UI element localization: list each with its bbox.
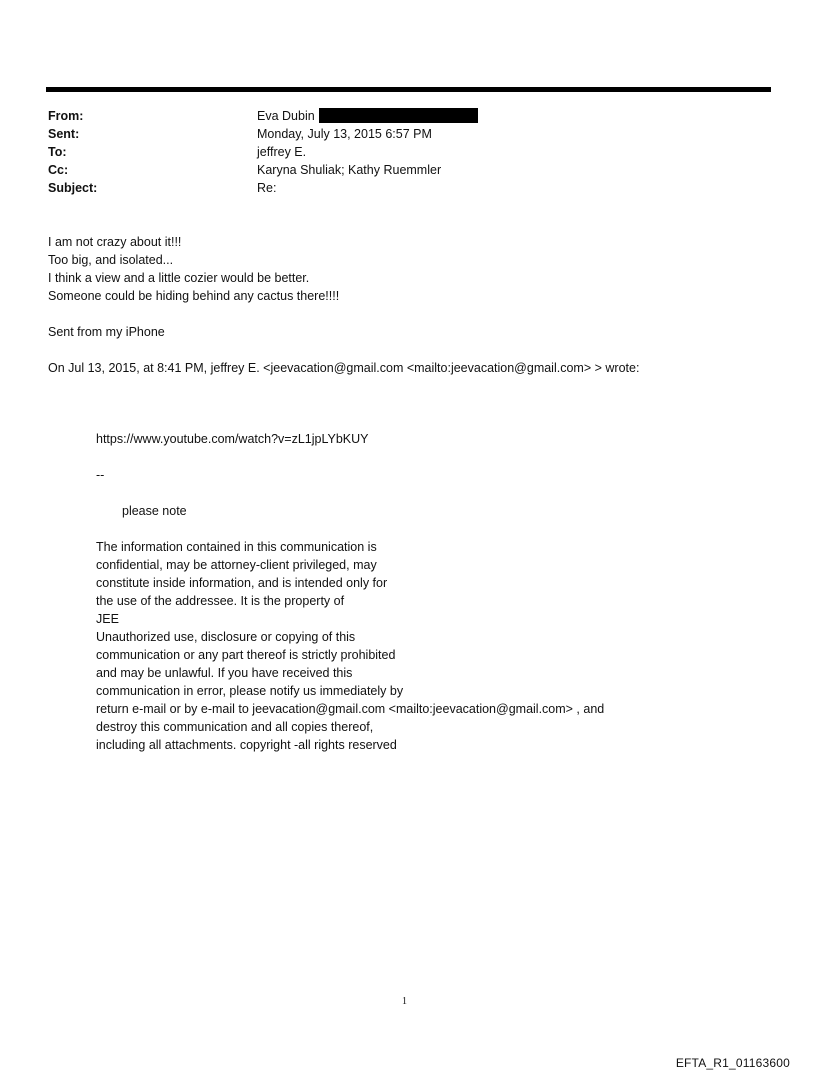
sent-row	[48, 125, 748, 143]
subject-label: Subject:	[48, 181, 98, 195]
to-value: jeffrey E.	[257, 145, 307, 159]
disclaimer-line: confidential, may be attorney-client privileged, may	[96, 558, 377, 572]
cc-value: Karyna Shuliak; Kathy Ruemmler	[257, 163, 442, 177]
message-body	[48, 233, 339, 305]
subject-value: Re:	[257, 181, 277, 195]
sent-value: Monday, July 13, 2015 6:57 PM	[257, 127, 432, 141]
quote-intro: On Jul 13, 2015, at 8:41 PM, jeffrey E. <jeevacation@gmail.com <mailto:jeevacation@gmail.com> > wrote:	[48, 361, 640, 375]
cc-row	[48, 161, 748, 179]
disclaimer-line: communication in error, please notify us immediately by	[96, 684, 404, 698]
from-label: From:	[48, 109, 84, 123]
disclaimer-line: Unauthorized use, disclosure or copying of this	[96, 630, 356, 644]
message-line: I think a view and a little cozier would be better.	[48, 271, 310, 285]
sent-label: Sent:	[48, 127, 80, 141]
disclaimer-line: destroy this communication and all copies thereof,	[96, 720, 374, 734]
signature: Sent from my iPhone	[48, 325, 165, 339]
bates-id: EFTA_R1_01163600	[675, 1056, 790, 1070]
to-label: To:	[48, 145, 67, 159]
disclaimer-line: communication or any part thereof is strictly prohibited	[96, 648, 396, 662]
disclaimer-line: the use of the addressee. It is the property of	[96, 594, 345, 608]
youtube-link[interactable]: https://www.youtube.com/watch?v=zL1jpLYbKUY	[96, 432, 369, 446]
disclaimer-line: return e-mail or by e-mail to jeevacation@gmail.com <mailto:jeevacation@gmail.com> , and	[96, 702, 605, 716]
disclaimer-line: including all attachments. copyright -all rights reserved	[96, 738, 397, 752]
message-line: I am not crazy about it!!!	[48, 235, 182, 249]
signature-separator: --	[96, 468, 105, 482]
email-header	[48, 107, 748, 197]
note-heading: please note	[122, 504, 187, 518]
subject-row	[48, 179, 748, 197]
redaction-box	[319, 108, 478, 123]
disclaimer-line: and may be unlawful. If you have received this	[96, 666, 353, 680]
from-value	[257, 107, 478, 125]
from-row	[48, 107, 748, 125]
sender-name: Eva Dubin	[257, 109, 315, 123]
message-line: Too big, and isolated...	[48, 253, 174, 267]
disclaimer	[96, 538, 604, 754]
disclaimer-line: The information contained in this communication is	[96, 540, 377, 554]
header-divider	[46, 87, 771, 92]
message-line: Someone could be hiding behind any cactus there!!!!	[48, 289, 340, 303]
cc-label: Cc:	[48, 163, 69, 177]
to-row	[48, 143, 748, 161]
disclaimer-line: JEE	[96, 612, 119, 626]
disclaimer-line: constitute inside information, and is intended only for	[96, 576, 388, 590]
page-number: 1	[402, 996, 407, 1007]
